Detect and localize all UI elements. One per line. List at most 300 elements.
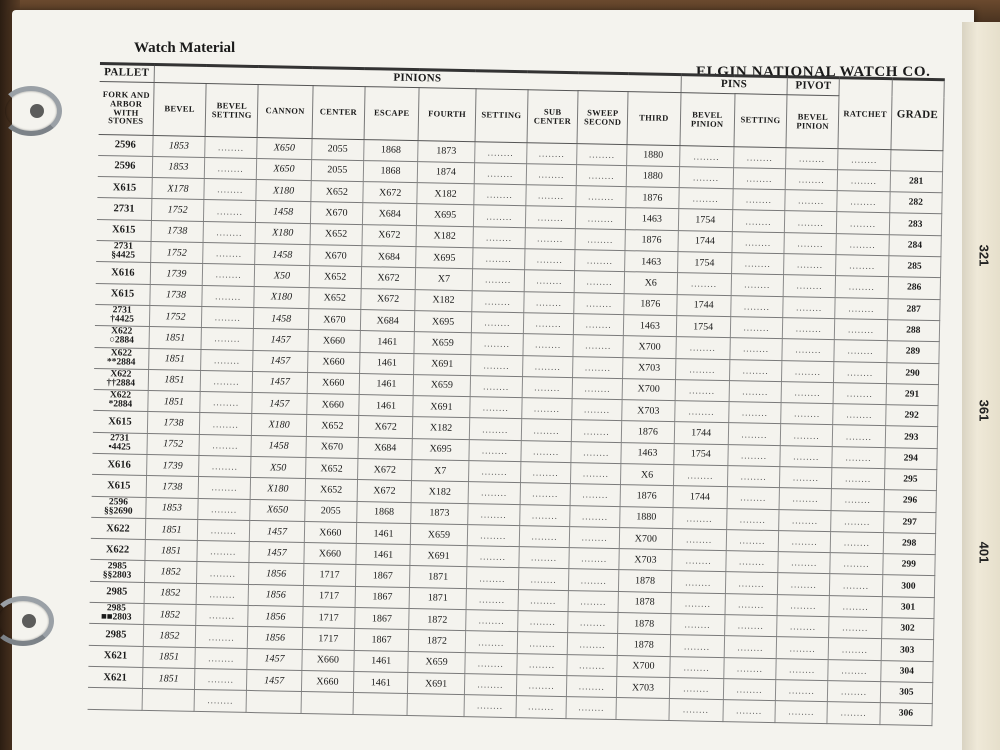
col-center: CENTER — [312, 85, 365, 139]
pallet-number: X622 — [109, 390, 132, 401]
cell-pins-setting: ........ — [733, 168, 786, 190]
cell-pivot-bevel-pinion: ........ — [784, 254, 837, 276]
cell-escape: 1461 — [360, 352, 415, 374]
cell-sweep-second: ........ — [576, 207, 627, 229]
cell-sweep-second: ........ — [571, 463, 622, 485]
binder-ring-icon — [0, 86, 62, 136]
cell-bevel: 1851 — [148, 348, 201, 370]
col-group-pins: PINS — [681, 75, 788, 95]
cell-grade: 299 — [882, 554, 935, 576]
cell-pins-setting: ........ — [731, 274, 784, 296]
cell-sweep-second: ........ — [573, 335, 624, 357]
cell-ratchet: ........ — [831, 532, 884, 554]
cell-setting: ........ — [474, 141, 527, 163]
cell-center: 2055 — [311, 159, 364, 181]
pallet-number: X615 — [107, 480, 131, 492]
cell-pallet — [94, 368, 149, 390]
cell-grade: 294 — [884, 447, 937, 469]
cell-setting: ........ — [471, 333, 524, 355]
cell-pivot-bevel-pinion: ........ — [777, 616, 830, 638]
cell-pallet — [94, 347, 149, 369]
cell-grade: 291 — [886, 383, 939, 405]
cell-third: X700 — [623, 336, 676, 358]
cell-sub-center: ........ — [519, 526, 570, 548]
cell-ratchet: ........ — [836, 255, 889, 277]
pallet-number: X615 — [111, 224, 136, 237]
cell-sweep-second: ........ — [570, 484, 621, 506]
cell-bevel-setting: ........ — [197, 541, 250, 563]
cell-escape: 1867 — [355, 565, 410, 587]
cell-escape: 1461 — [354, 650, 409, 672]
pallet-number: †4425 — [110, 314, 134, 325]
cell-center: X660 — [306, 394, 359, 416]
cell-pivot-bevel-pinion: ........ — [778, 573, 831, 595]
cell-grade: 298 — [883, 533, 936, 555]
cell-fourth: X691 — [414, 353, 471, 375]
cell-fourth: X659 — [414, 332, 471, 354]
cell-escape: X672 — [361, 267, 416, 289]
cell-pivot-bevel-pinion: ........ — [779, 509, 832, 531]
cell-ratchet: ........ — [835, 319, 888, 341]
pallet-number: X622 — [110, 347, 132, 359]
cell-sub-center: ........ — [516, 696, 567, 718]
cell-grade: 283 — [889, 213, 942, 235]
cell-sweep-second: ........ — [574, 292, 625, 314]
cell-setting: ........ — [465, 610, 518, 632]
cell-pallet — [95, 326, 150, 348]
cell-setting: ........ — [471, 290, 524, 312]
cell-ratchet: ........ — [833, 425, 886, 447]
cell-pins-bevel-pinion: ........ — [678, 188, 733, 210]
cell-pins-bevel-pinion: ........ — [670, 635, 725, 657]
cell-center: X652 — [309, 266, 362, 288]
cell-cannon: 1856 — [249, 563, 304, 585]
cell-third: 1876 — [622, 421, 675, 443]
cell-ratchet: ........ — [829, 638, 882, 660]
cell-escape: 1461 — [356, 544, 411, 566]
cell-grade: 293 — [885, 426, 938, 448]
col-setting: SETTING — [475, 88, 528, 142]
cell-bevel: 1853 — [152, 156, 205, 178]
cell-ratchet: ........ — [837, 212, 890, 234]
cell-bevel: 1852 — [144, 604, 197, 626]
cell-ratchet: ........ — [830, 574, 883, 596]
index-tab-401[interactable]: 401 — [976, 541, 992, 564]
cell-bevel-setting: ........ — [194, 690, 247, 712]
cell-third: X703 — [617, 677, 670, 699]
cell-setting: ........ — [465, 631, 518, 653]
cell-bevel: 1752 — [149, 305, 202, 327]
cell-sub-center: ........ — [523, 313, 574, 335]
cell-pivot-bevel-pinion: ........ — [782, 318, 835, 340]
cell-sweep-second: ........ — [569, 548, 620, 570]
cell-grade — [890, 149, 943, 171]
cell-escape: 1461 — [356, 522, 411, 544]
cell-cannon: X180 — [254, 286, 309, 308]
cell-center: 1717 — [303, 585, 356, 607]
cell-grade: 304 — [880, 660, 933, 682]
cell-setting: ........ — [467, 546, 520, 568]
cell-pins-bevel-pinion: 1744 — [676, 294, 731, 316]
cell-grade: 281 — [890, 171, 943, 193]
cell-pins-setting: ........ — [730, 317, 783, 339]
cell-pallet — [96, 262, 151, 284]
cell-fourth: X182 — [413, 417, 470, 439]
cell-center — [301, 692, 354, 714]
cell-pallet — [92, 453, 147, 475]
cell-bevel-setting: ........ — [201, 328, 254, 350]
cell-bevel: 1851 — [148, 391, 201, 413]
cell-cannon: X180 — [252, 414, 307, 436]
cell-cannon: X650 — [257, 137, 312, 159]
cell-third: 1880 — [626, 165, 679, 187]
col-ratchet: RATCHET — [838, 78, 892, 150]
cell-pins-bevel-pinion: ........ — [675, 337, 730, 359]
cell-center: X670 — [306, 436, 359, 458]
cell-pivot-bevel-pinion: ........ — [782, 339, 835, 361]
cell-sub-center: ........ — [517, 632, 568, 654]
cell-bevel-setting: ........ — [204, 179, 257, 201]
cell-pallet — [88, 666, 143, 688]
cell-bevel-setting: ........ — [202, 306, 255, 328]
cell-pins-setting: ........ — [726, 530, 779, 552]
cell-pins-setting: ........ — [727, 487, 780, 509]
pallet-number: ■■2803 — [100, 612, 132, 623]
cell-pivot-bevel-pinion: ........ — [782, 360, 835, 382]
cell-bevel-setting: ........ — [197, 519, 250, 541]
cell-sweep-second: ........ — [569, 569, 620, 591]
cell-setting: ........ — [469, 439, 522, 461]
cell-setting: ........ — [470, 354, 523, 376]
cell-third: X6 — [621, 464, 674, 486]
cell-cannon: 1856 — [248, 606, 303, 628]
pallet-number: X622 — [110, 369, 132, 380]
cell-escape: X672 — [357, 480, 412, 502]
cell-setting: ........ — [468, 461, 521, 483]
cell-pins-bevel-pinion: ........ — [674, 401, 729, 423]
cell-ratchet: ........ — [831, 510, 884, 532]
cell-bevel-setting: ........ — [195, 647, 248, 669]
cell-cannon: X650 — [250, 499, 305, 521]
cell-pallet — [97, 177, 152, 199]
cell-pallet — [91, 517, 146, 539]
cell-fourth: X659 — [408, 651, 465, 673]
cell-pivot-bevel-pinion: ........ — [784, 232, 837, 254]
cell-pallet — [95, 304, 150, 326]
cell-cannon: 1458 — [256, 201, 311, 223]
cell-pins-bevel-pinion: ........ — [679, 166, 734, 188]
cell-setting: ........ — [469, 418, 522, 440]
cell-grade: 301 — [882, 596, 935, 618]
cell-bevel: 1738 — [147, 412, 200, 434]
cell-pins-setting: ........ — [728, 444, 781, 466]
cell-ratchet: ........ — [829, 617, 882, 639]
cell-bevel-setting: ........ — [195, 626, 248, 648]
cell-pins-bevel-pinion: 1754 — [673, 443, 728, 465]
pallet-number: X615 — [108, 416, 132, 428]
pallet-number: •4425 — [108, 442, 131, 453]
cell-sub-center: ........ — [527, 142, 578, 164]
cell-fourth: X182 — [411, 481, 468, 503]
cell-grade: 292 — [885, 405, 938, 427]
cell-setting: ........ — [465, 652, 518, 674]
cell-escape: X684 — [362, 246, 417, 268]
cell-third: X6 — [624, 272, 677, 294]
cell-fourth: 1873 — [418, 140, 475, 162]
cell-escape: X684 — [360, 309, 415, 331]
cell-sub-center: ........ — [520, 483, 571, 505]
cell-sub-center: ........ — [520, 462, 571, 484]
cell-sweep-second: ........ — [568, 590, 619, 612]
cell-third: 1876 — [624, 293, 677, 315]
cell-third: 1878 — [618, 591, 671, 613]
cell-ratchet: ........ — [827, 702, 880, 724]
cell-cannon: X180 — [250, 478, 305, 500]
cell-bevel: 1851 — [149, 327, 202, 349]
cell-grade: 289 — [887, 341, 940, 363]
col-third: THIRD — [627, 91, 680, 145]
cell-pallet — [97, 219, 152, 241]
cell-pivot-bevel-pinion: ........ — [785, 169, 838, 191]
cell-bevel: 1739 — [146, 454, 199, 476]
cell-pins-bevel-pinion: ........ — [669, 656, 724, 678]
cell-bevel: 1852 — [144, 561, 197, 583]
cell-pivot-bevel-pinion: ........ — [778, 552, 831, 574]
cell-grade: 290 — [886, 362, 939, 384]
cell-third: X703 — [622, 400, 675, 422]
pallet-number: X615 — [110, 288, 135, 300]
cell-bevel-setting: ........ — [199, 434, 252, 456]
cell-center: X652 — [305, 458, 358, 480]
cell-center: 1717 — [303, 564, 356, 586]
material-table-wrap — [87, 62, 960, 750]
cell-sweep-second: ........ — [573, 314, 624, 336]
cell-grade: 286 — [888, 277, 941, 299]
cell-sweep-second: ........ — [574, 271, 625, 293]
cell-escape — [353, 693, 408, 715]
col-sub-center: SUB CENTER — [527, 89, 578, 143]
cell-sweep-second: ........ — [575, 228, 626, 250]
cell-pivot-bevel-pinion: ........ — [785, 190, 838, 212]
cell-escape: 1461 — [360, 331, 415, 353]
cell-third: 1878 — [619, 570, 672, 592]
cell-center: X660 — [301, 670, 354, 692]
cell-third: 1463 — [626, 208, 679, 230]
cell-sweep-second: ........ — [570, 505, 621, 527]
cell-sub-center: ........ — [526, 185, 577, 207]
cell-sweep-second: ........ — [567, 676, 618, 698]
cell-ratchet: ........ — [838, 148, 891, 170]
company-name: ELGIN NATIONAL WATCH CO. — [696, 64, 931, 80]
cell-sweep-second: ........ — [572, 399, 623, 421]
cell-cannon: 1457 — [247, 648, 302, 670]
cell-bevel-setting: ........ — [199, 413, 252, 435]
cell-fourth: X695 — [416, 247, 473, 269]
cell-pins-bevel-pinion: 1754 — [678, 209, 733, 231]
cell-third: 1876 — [620, 485, 673, 507]
cell-pallet — [96, 240, 151, 262]
cell-fourth: X659 — [413, 374, 470, 396]
cell-escape: 1868 — [363, 160, 418, 182]
cell-cannon: 1457 — [247, 669, 302, 691]
cell-third: 1878 — [618, 613, 671, 635]
cell-pins-setting: ........ — [729, 402, 782, 424]
cell-pallet — [93, 390, 148, 412]
cell-pins-bevel-pinion: ........ — [677, 273, 732, 295]
cell-pivot-bevel-pinion: ........ — [780, 424, 833, 446]
cell-pins-bevel-pinion: ........ — [672, 507, 727, 529]
watch-material-table — [88, 62, 945, 726]
cell-pivot-bevel-pinion: ........ — [779, 488, 832, 510]
cell-ratchet: ........ — [832, 468, 885, 490]
cell-pallet — [95, 283, 150, 305]
cell-pivot-bevel-pinion: ........ — [783, 296, 836, 318]
cell-fourth: 1873 — [411, 502, 468, 524]
pallet-number: X621 — [103, 671, 127, 684]
cell-bevel: 1851 — [145, 540, 198, 562]
cell-pins-bevel-pinion: ........ — [670, 614, 725, 636]
cell-bevel: 1851 — [142, 667, 195, 689]
cell-grade: 287 — [887, 298, 940, 320]
cell-cannon: X650 — [257, 158, 312, 180]
cell-sub-center: ........ — [521, 440, 572, 462]
col-sweep-second: SWEEP SECOND — [577, 90, 628, 144]
cell-sub-center: ........ — [526, 164, 577, 186]
cell-sweep-second: ........ — [571, 420, 622, 442]
cell-pins-bevel-pinion: ........ — [675, 358, 730, 380]
cell-cannon: 1458 — [254, 307, 309, 329]
cell-setting: ........ — [466, 567, 519, 589]
cell-pallet — [88, 645, 143, 667]
cell-pins-setting: ........ — [731, 253, 784, 275]
cell-sub-center: ........ — [519, 547, 570, 569]
cell-third: 1463 — [621, 442, 674, 464]
cell-bevel: 1738 — [151, 220, 204, 242]
cell-pallet — [89, 624, 144, 646]
cell-third: 1878 — [617, 634, 670, 656]
cell-sub-center: ........ — [525, 206, 576, 228]
cell-cannon: X50 — [251, 456, 306, 478]
cell-setting: ........ — [468, 482, 521, 504]
cell-pivot-bevel-pinion: ........ — [776, 637, 829, 659]
cell-sub-center: ........ — [524, 270, 575, 292]
cell-pins-setting: ........ — [723, 700, 776, 722]
cell-pins-setting: ........ — [733, 189, 786, 211]
cell-sub-center: ........ — [522, 398, 573, 420]
cell-grade: 300 — [882, 575, 935, 597]
cell-fourth: X691 — [408, 672, 465, 694]
cell-center: X670 — [308, 308, 361, 330]
col-cannon: CANNON — [257, 84, 312, 138]
cell-center: X660 — [304, 543, 357, 565]
cell-pins-setting: ........ — [726, 551, 779, 573]
cell-pins-bevel-pinion: 1744 — [677, 230, 732, 252]
pallet-number: ○2884 — [109, 335, 135, 347]
cell-bevel: 1852 — [143, 625, 196, 647]
cell-fourth: X7 — [412, 460, 469, 482]
cell-pins-bevel-pinion: 1744 — [674, 422, 729, 444]
cell-bevel-setting: ........ — [196, 605, 249, 627]
cell-setting: ........ — [467, 525, 520, 547]
cell-grade: 285 — [888, 256, 941, 278]
cell-cannon: 1457 — [253, 329, 308, 351]
cell-third — [616, 698, 669, 720]
cell-center: 1717 — [302, 607, 355, 629]
cell-bevel-setting: ........ — [197, 562, 250, 584]
pallet-number — [90, 698, 140, 699]
cell-bevel: 1752 — [147, 433, 200, 455]
cell-grade: 288 — [887, 320, 940, 342]
cell-bevel-setting: ........ — [205, 136, 258, 158]
pallet-number: 2985 — [106, 586, 128, 599]
cell-center: 1717 — [302, 628, 355, 650]
col-group-pivot: PIVOT — [787, 77, 840, 96]
cell-cannon: X180 — [255, 222, 310, 244]
cell-pins-bevel-pinion: ........ — [671, 592, 726, 614]
cell-bevel: 1738 — [146, 476, 199, 498]
cell-sub-center: ........ — [524, 291, 575, 313]
pallet-number: X616 — [107, 458, 131, 471]
cell-escape: X684 — [358, 437, 413, 459]
cell-fourth: X182 — [415, 289, 472, 311]
cell-pins-setting: ........ — [725, 593, 778, 615]
cell-sub-center: ........ — [518, 589, 569, 611]
cell-sub-center: ........ — [522, 376, 573, 398]
cell-escape: X684 — [362, 203, 417, 225]
cell-setting: ........ — [471, 312, 524, 334]
cell-cannon: 1458 — [251, 435, 306, 457]
pallet-number: 2731 — [110, 433, 130, 444]
cell-fourth: 1874 — [418, 161, 475, 183]
cell-grade: 297 — [883, 511, 936, 533]
cell-escape: 1867 — [355, 608, 410, 630]
cell-bevel: 1853 — [146, 497, 199, 519]
pallet-number: 2985 — [106, 603, 127, 614]
col-pallet: PALLET — [100, 63, 155, 82]
cell-cannon: 1856 — [248, 627, 303, 649]
cell-center: X660 — [307, 351, 360, 373]
cell-setting: ........ — [466, 588, 519, 610]
cell-escape: X672 — [358, 416, 413, 438]
cell-pins-setting: ........ — [729, 359, 782, 381]
pallet-number: **2884 — [106, 356, 136, 368]
cell-sub-center: ........ — [522, 355, 573, 377]
pallet-number: X621 — [103, 650, 128, 662]
cell-ratchet: ........ — [836, 233, 889, 255]
index-tab-321[interactable]: 321 — [976, 244, 992, 267]
cell-pins-bevel-pinion: 1754 — [676, 316, 731, 338]
cell-escape: 1868 — [357, 501, 412, 523]
cell-sweep-second: ........ — [575, 250, 626, 272]
cell-grade: 305 — [880, 682, 933, 704]
cell-pallet — [90, 581, 145, 603]
col-bevel: BEVEL — [153, 82, 206, 136]
pallet-number: X622 — [105, 544, 130, 556]
cell-third: X703 — [619, 549, 672, 571]
pallet-number: §§2690 — [103, 505, 133, 517]
cell-pivot-bevel-pinion: ........ — [778, 531, 831, 553]
cell-fourth — [407, 694, 464, 716]
cell-pivot-bevel-pinion: ........ — [776, 680, 829, 702]
index-tab-361[interactable]: 361 — [976, 399, 992, 422]
cell-pins-bevel-pinion: 1754 — [677, 252, 732, 274]
pallet-number: 2596 — [114, 139, 136, 151]
cell-ratchet: ........ — [835, 297, 888, 319]
cell-setting: ........ — [472, 248, 525, 270]
cell-pins-setting: ........ — [727, 508, 780, 530]
cell-bevel-setting: ........ — [203, 243, 256, 265]
cell-fourth: 1871 — [410, 566, 467, 588]
